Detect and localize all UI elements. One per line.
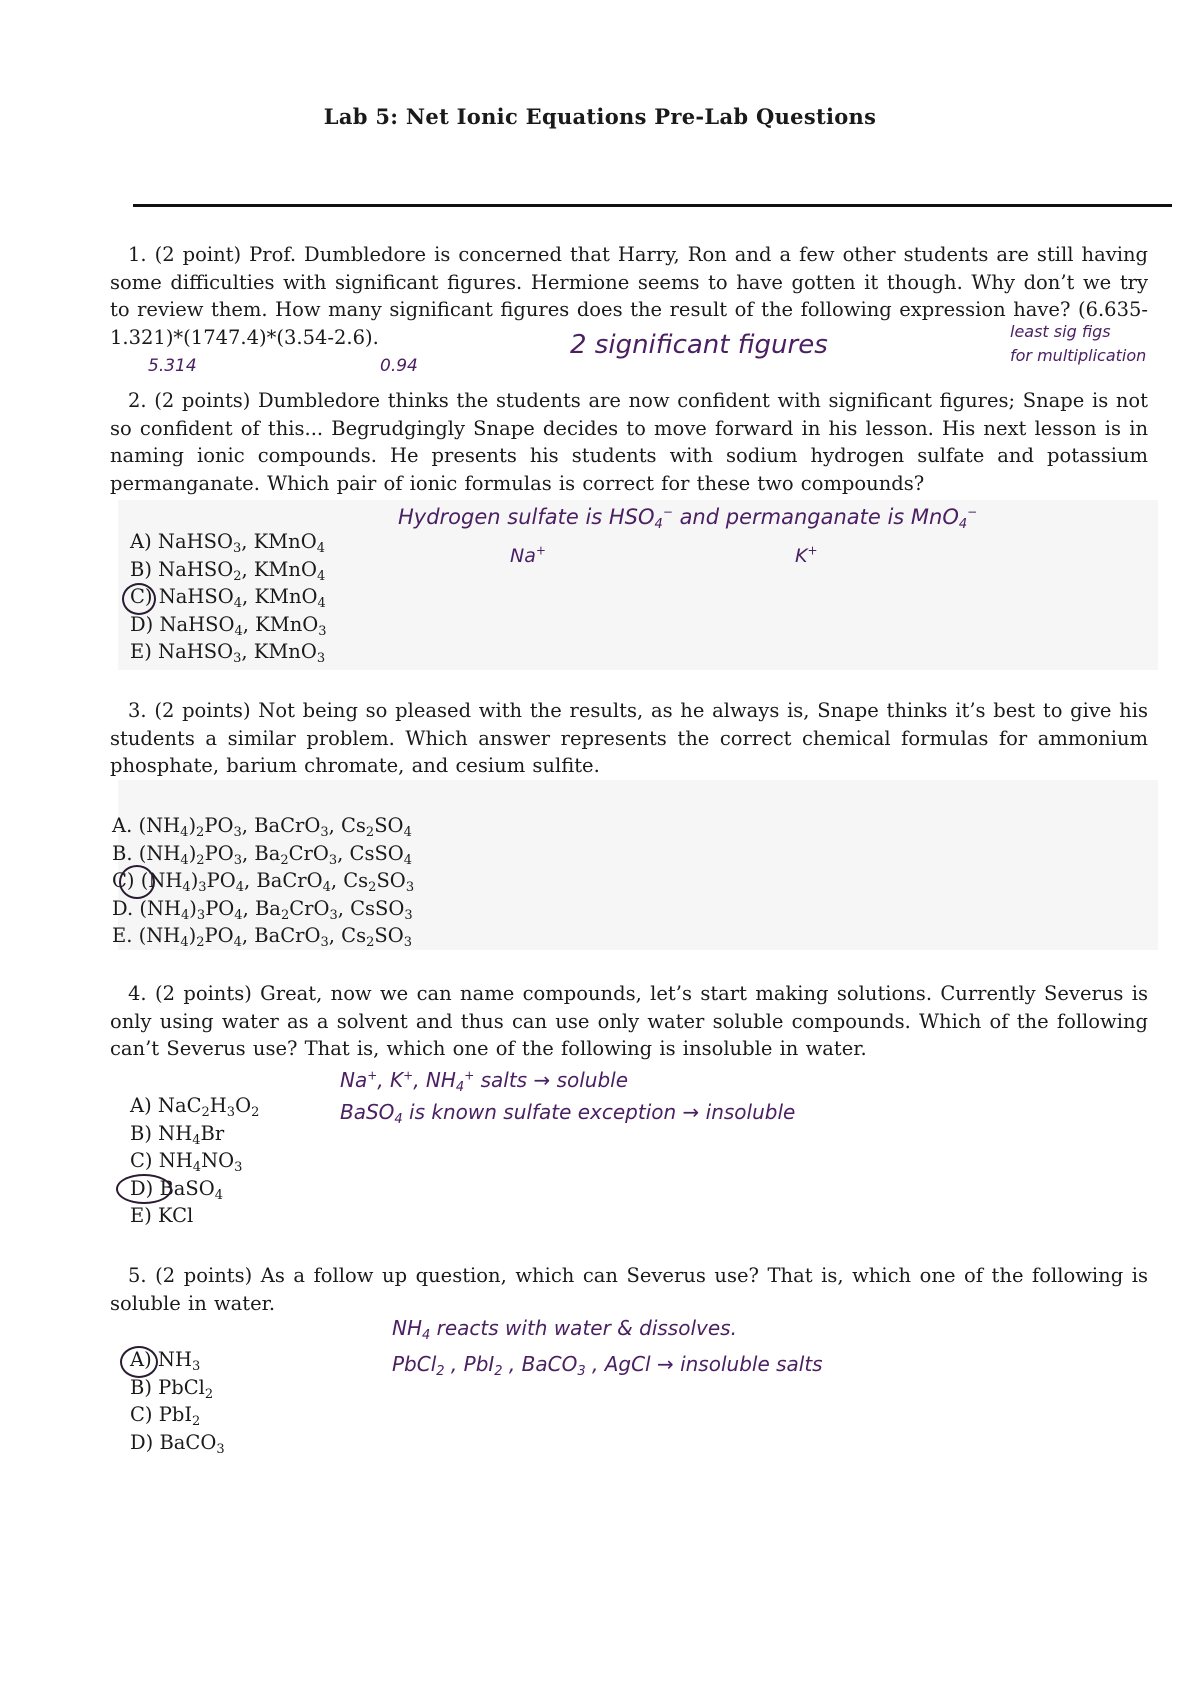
q2-option-a[interactable]: A) NaHSO$_3$, KMnO$_4$	[130, 530, 325, 556]
q4-option-a[interactable]: A) $NaC_2H_3O_2$	[130, 1094, 260, 1120]
q5-option-b[interactable]: B) PbCl$_2$	[130, 1375, 214, 1402]
q4-option-c[interactable]: C) $NH_4NO_3$	[130, 1149, 243, 1176]
q4-option-d[interactable]: D) BaSO$_4$	[130, 1176, 224, 1203]
question-5: 5. (2 points) As a follow up question, which can Severus use? That is, which one of the following is soluble in water.	[110, 1264, 1148, 1315]
q5-note-line1: $NH_4$ reacts with water & dissolves.	[392, 1316, 737, 1343]
q2-option-b[interactable]: B) NaHSO$_2$, KMnO$_4$	[130, 557, 326, 584]
q4-option-b[interactable]: B) $NH_4Br$	[130, 1121, 225, 1148]
q3-options	[112, 812, 414, 950]
q2-note-k: K+	[795, 543, 818, 567]
q4-note-line2: BaSO$_4$ is known sulfate exception → insoluble	[340, 1100, 796, 1127]
q5-option-a[interactable]: A) $NH_3$	[130, 1348, 201, 1374]
q5-note-line2: PbCl$_2$ , PbI$_2$ , BaCO$_3$ , AgCl → insoluble salts	[392, 1352, 823, 1379]
q1-note-answer: 2 significant figures	[570, 330, 828, 360]
q3-option-a[interactable]: A. $(NH_4)_2PO_3$, BaCrO$_3$, $Cs_2SO_4$	[112, 814, 412, 840]
title-rule	[133, 204, 1172, 207]
q3-option-b[interactable]: B. $(NH_4)_2PO_3$, $Ba_2CrO_3$, CsSO$_4$	[112, 841, 413, 868]
q2-answer-circle	[122, 583, 156, 615]
q2-option-c[interactable]: C) NaHSO$_4$, KMnO$_4$	[130, 585, 326, 612]
q1-note-side-2: for multiplication	[1010, 346, 1147, 365]
question-2: 2. (2 points) Dumbledore thinks the students are now confident with significant figures; Snape is not so confident of this... Begrudgingly Snape decides to move forward in his lesson. His next lesson is in naming ionic compounds. He presents his students with sodium hydrogen sulfate and potassium permanganate. Which pair of ionic formulas is correct for these two compounds?	[110, 389, 1148, 495]
q4-option-e[interactable]: E) KCl	[130, 1204, 194, 1228]
q5-option-d[interactable]: D) BaCO$_3$	[130, 1430, 225, 1457]
q2-note-line1: Hydrogen sulfate is $HSO_4^-$ and permanganate is MnO$_4$−	[398, 505, 978, 532]
question-4: 4. (2 points) Great, now we can name compounds, let’s start making solutions. Currently Severus is only using water as a solvent and thus can use only water soluble compounds. Which of the following can’t Severus use? That is, which one of the following is insoluble in water.	[110, 982, 1148, 1061]
q1-note-094: 0.94	[380, 356, 418, 376]
q5-option-c[interactable]: C) PbI$_2$	[130, 1403, 201, 1430]
q1-note-5314: 5.314	[148, 356, 197, 376]
q4-options	[130, 1092, 259, 1230]
q3-answer-circle	[119, 865, 155, 899]
q2-option-e[interactable]: E) NaHSO$_3$, KMnO$_3$	[130, 640, 326, 667]
q4-note-line1: Na+, K+, $NH_4^+$ salts → soluble	[340, 1068, 629, 1095]
q2-options	[130, 528, 327, 666]
q2-option-d[interactable]: D) NaHSO$_4$, KMnO$_3$	[130, 612, 327, 639]
q3-option-d[interactable]: D. $(NH_4)_3PO_4$, $Ba_2CrO_3$, CsSO$_3$	[112, 896, 413, 923]
q3-option-e[interactable]: E. $(NH_4)_2PO_4$, BaCrO$_3$, $Cs_2SO_3$	[112, 924, 412, 951]
q1-note-side-1: least sig figs	[1010, 322, 1111, 341]
page-title: Lab 5: Net Ionic Equations Pre-Lab Questions	[323, 104, 877, 129]
question-1: 1. (2 point) Prof. Dumbledore is concerned that Harry, Ron and a few other students are still having some difficulties with significant figures. Hermione seems to have gotten it though. Why don’t we try to review them. How many significant figures does the result of the following expression have? (6.635-1.321)*(1747.4)*(3.54-2.6).	[110, 243, 1148, 349]
q5-answer-circle	[120, 1346, 158, 1378]
q2-note-na: Na+	[510, 543, 546, 567]
q3-option-c[interactable]: C) $(NH_4)_3PO_4$, BaCrO$_4$, $Cs_2SO_3$	[112, 869, 415, 896]
q4-answer-circle	[116, 1174, 172, 1204]
question-3: 3. (2 points) Not being so pleased with the results, as he always is, Snape thinks it’s best to give his students a similar problem. Which answer represents the correct chemical formulas for ammonium phosphate, barium chromate, and cesium sulfite.	[110, 699, 1148, 778]
